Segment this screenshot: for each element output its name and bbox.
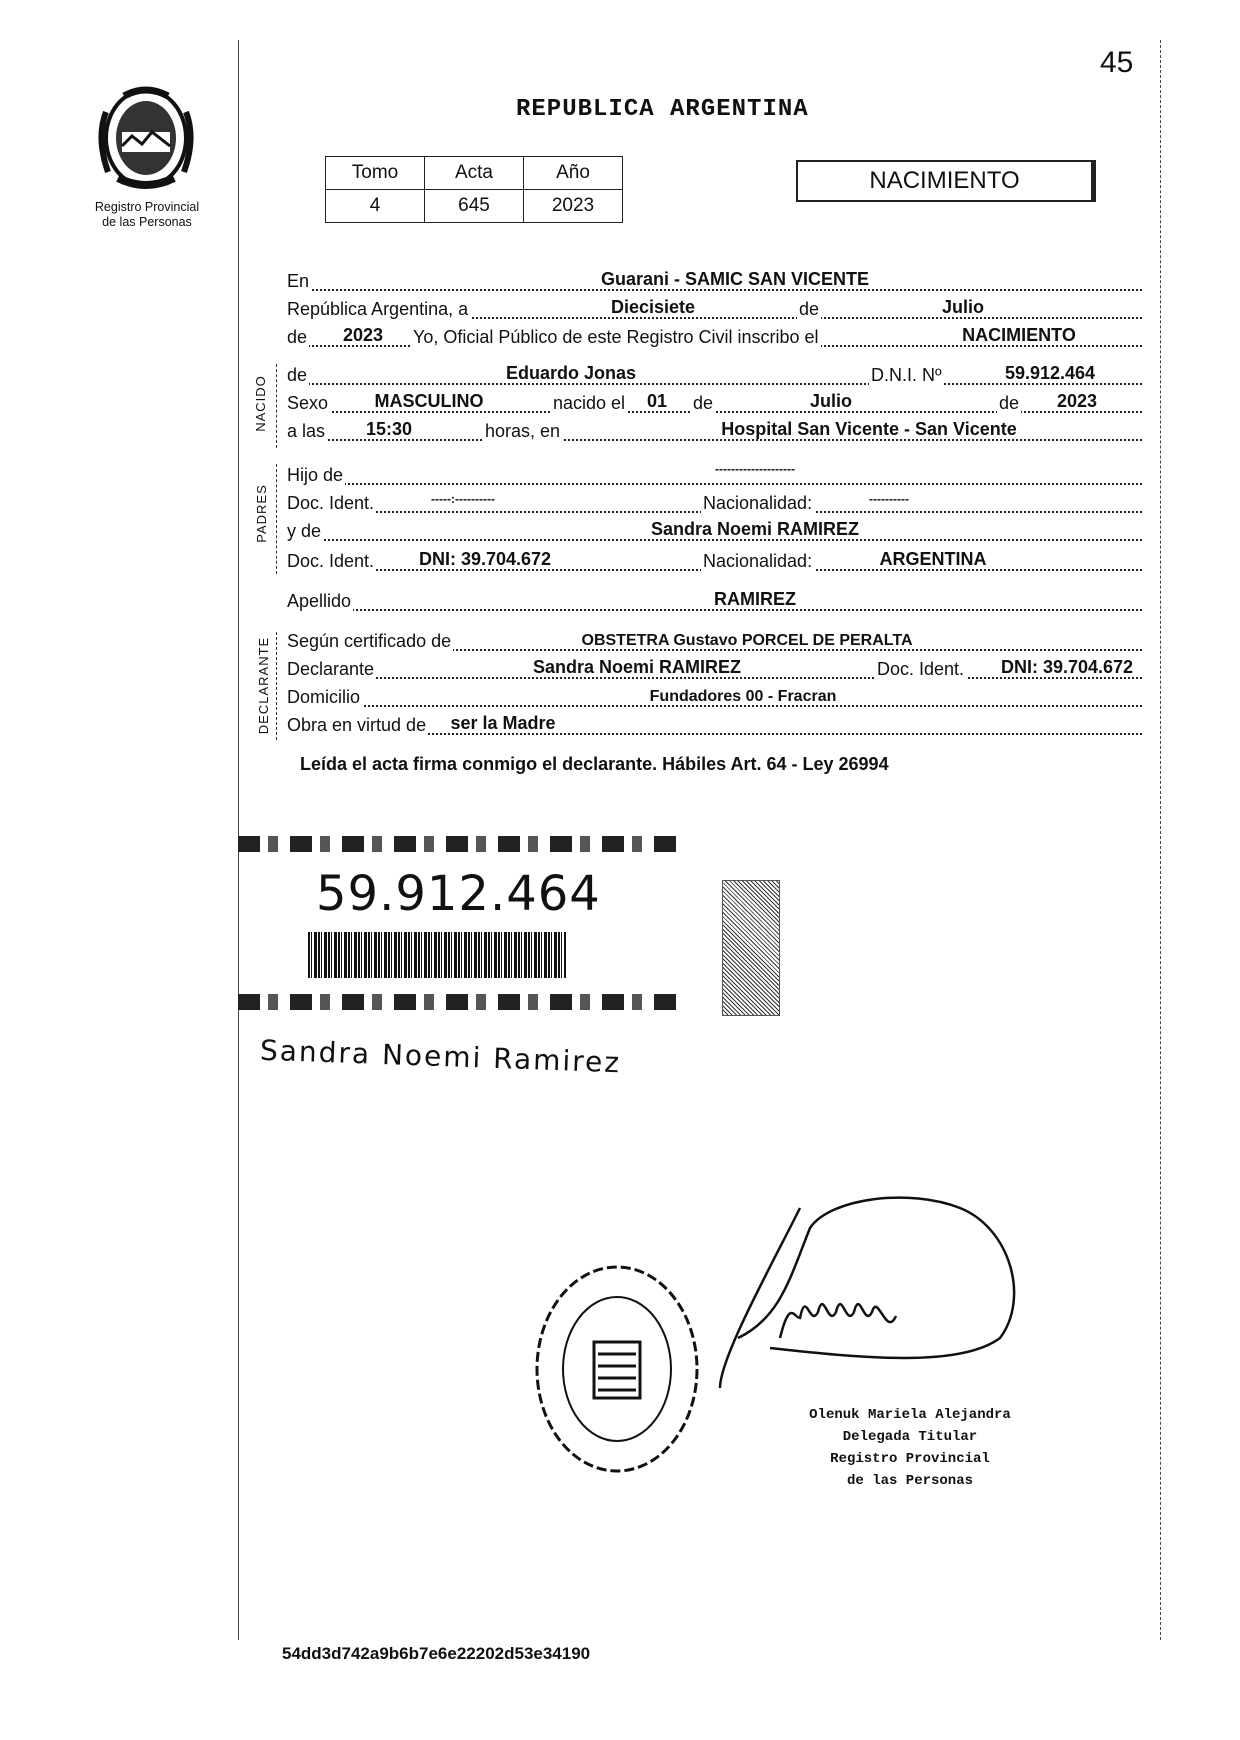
value-dia-nac: 01 bbox=[646, 391, 668, 411]
label-declarante: Declarante bbox=[287, 659, 375, 679]
official-signature bbox=[710, 1188, 1070, 1408]
label-dni: D.N.I. Nº bbox=[871, 365, 942, 385]
value-hijo-de: -------------------- bbox=[715, 462, 795, 476]
value-declarante-doc: DNI: 39.704.672 bbox=[1000, 657, 1134, 677]
document-hash: 54dd3d742a9b6b7e6e22202d53e34190 bbox=[282, 1644, 591, 1663]
value-anio-inscripcion: 2023 bbox=[342, 325, 384, 345]
value-dia-inscripcion: Diecisiete bbox=[610, 297, 696, 317]
row-hora bbox=[287, 420, 1142, 444]
country-title: REPUBLICA ARGENTINA bbox=[516, 96, 809, 123]
value-padre-doc: -----:---------- bbox=[431, 492, 495, 506]
row-domicilio bbox=[287, 686, 1142, 710]
section-divider-nacido bbox=[276, 364, 277, 448]
official-seal bbox=[532, 1262, 702, 1476]
closing-statement: Leída el acta firma conmigo el declarante. Hábiles Art. 64 - Ley 26994 bbox=[300, 754, 889, 774]
label-de-anio2: de bbox=[999, 393, 1020, 413]
page-number: 45 bbox=[1100, 46, 1134, 79]
logo-org-line2: de las Personas bbox=[102, 215, 192, 229]
section-label-nacido: NACIDO bbox=[252, 375, 268, 432]
row-padre-doc bbox=[287, 492, 1142, 516]
logo-org-line1: Registro Provincial bbox=[94, 200, 200, 214]
record-index-values bbox=[326, 190, 623, 223]
right-margin-line bbox=[1160, 40, 1161, 1640]
value-madre: Sandra Noemi RAMIREZ bbox=[650, 519, 860, 539]
row-apellido bbox=[287, 590, 1142, 614]
official-org1: Registro Provincial bbox=[830, 1451, 990, 1467]
official-title: Delegada Titular bbox=[842, 1429, 978, 1445]
record-index-table bbox=[325, 156, 623, 223]
val-anio: 2023 bbox=[524, 190, 623, 223]
value-hora: 15:30 bbox=[365, 419, 413, 439]
label-de-nombre: de bbox=[287, 365, 308, 385]
section-label-padres: PADRES bbox=[253, 484, 269, 543]
value-mes-inscripcion: Julio bbox=[941, 297, 985, 317]
hologram-sticker bbox=[722, 880, 780, 1016]
label-sexo: Sexo bbox=[287, 393, 329, 413]
value-dni: 59.912.464 bbox=[1004, 363, 1096, 383]
value-declarante: Sandra Noemi RAMIREZ bbox=[532, 657, 742, 677]
row-madre-doc bbox=[287, 550, 1142, 574]
value-obra: ser la Madre bbox=[450, 713, 556, 733]
section-divider-declarante bbox=[276, 632, 277, 740]
row-sexo bbox=[287, 392, 1142, 416]
value-anio-nac: 2023 bbox=[1056, 391, 1098, 411]
col-tomo: Tomo bbox=[326, 157, 425, 190]
row-yo bbox=[287, 326, 1142, 350]
row-segun bbox=[287, 630, 1142, 654]
label-de-mes2: de bbox=[693, 393, 714, 413]
value-lugar: Guarani - SAMIC SAN VICENTE bbox=[600, 269, 870, 289]
label-de-anio: de bbox=[287, 327, 308, 347]
logo-caption bbox=[72, 200, 222, 230]
value-apellido: RAMIREZ bbox=[714, 589, 796, 609]
value-certificado: OBSTETRA Gustavo PORCEL DE PERALTA bbox=[581, 632, 913, 649]
label-de-mes: de bbox=[799, 299, 820, 319]
official-org2: de las Personas bbox=[846, 1473, 974, 1489]
value-domicilio: Fundadores 00 - Fracran bbox=[649, 688, 837, 705]
record-type-box: NACIMIENTO bbox=[796, 160, 1093, 202]
value-tipo: NACIMIENTO bbox=[962, 325, 1076, 345]
row-nombre bbox=[287, 364, 1142, 388]
label-obra: Obra en virtud de bbox=[287, 715, 427, 735]
province-emblem bbox=[88, 82, 204, 194]
section-label-declarante: DECLARANTE bbox=[256, 636, 272, 735]
label-horas-en: horas, en bbox=[485, 421, 561, 441]
label-a-las: a las bbox=[287, 421, 326, 441]
record-index-header bbox=[326, 157, 623, 190]
value-lugar-nac: Hospital San Vicente - San Vicente bbox=[721, 419, 1017, 439]
label-segun: Según certificado de bbox=[287, 631, 452, 651]
label-republica: República Argentina, a bbox=[287, 299, 469, 319]
security-label-bottom-stripe bbox=[238, 994, 678, 1010]
label-nacido-el: nacido el bbox=[553, 393, 626, 413]
label-domicilio: Domicilio bbox=[287, 687, 361, 707]
row-obra bbox=[287, 714, 1142, 738]
row-declarante bbox=[287, 658, 1142, 682]
security-label-barcode bbox=[308, 932, 566, 978]
val-acta: 645 bbox=[425, 190, 524, 223]
label-hijo-de: Hijo de bbox=[287, 465, 344, 485]
label-en: En bbox=[287, 271, 310, 291]
row-republica bbox=[287, 298, 1142, 322]
official-name: Olenuk Mariela Alejandra bbox=[809, 1407, 1011, 1423]
security-label-top-stripe bbox=[238, 836, 678, 852]
official-identification bbox=[790, 1404, 1030, 1492]
section-divider-padres bbox=[276, 464, 277, 574]
value-mes-nac: Julio bbox=[809, 391, 853, 411]
label-nacionalidad2: Nacionalidad: bbox=[703, 551, 813, 571]
value-sexo: MASCULINO bbox=[374, 391, 484, 411]
row-en bbox=[287, 270, 1142, 294]
label-doc-ident2: Doc. Ident. bbox=[287, 551, 375, 571]
value-padre-nac: ---------- bbox=[869, 492, 909, 506]
value-madre-nac: ARGENTINA bbox=[879, 549, 987, 569]
value-madre-doc: DNI: 39.704.672 bbox=[418, 549, 552, 569]
col-anio: Año bbox=[524, 157, 623, 190]
col-acta: Acta bbox=[425, 157, 524, 190]
row-madre bbox=[287, 520, 1142, 544]
label-nacionalidad: Nacionalidad: bbox=[703, 493, 813, 513]
security-label-number: 59.912.464 bbox=[316, 866, 601, 922]
label-y-de: y de bbox=[287, 521, 322, 541]
declarante-signature: Sandra Noemi Ramirez bbox=[259, 1033, 622, 1080]
label-doc-ident: Doc. Ident. bbox=[287, 493, 375, 513]
label-doc-ident3: Doc. Ident. bbox=[877, 659, 965, 679]
label-apellido: Apellido bbox=[287, 591, 352, 611]
label-yo: Yo, Oficial Público de este Registro Civil inscribo el bbox=[413, 327, 819, 347]
row-hijo-de bbox=[287, 464, 1142, 488]
val-tomo: 4 bbox=[326, 190, 425, 223]
value-nombre: Eduardo Jonas bbox=[505, 363, 637, 383]
